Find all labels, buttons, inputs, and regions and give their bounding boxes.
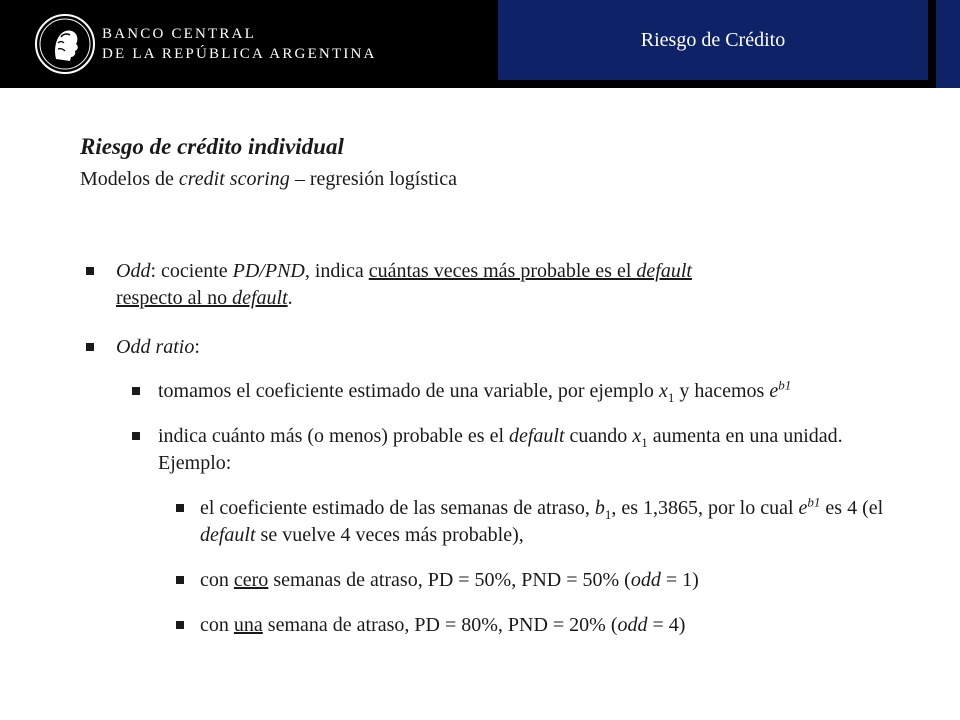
subtitle-emphasis: credit scoring: [178, 168, 290, 190]
bullet-odd-ratio: [80, 334, 910, 361]
bank-name-line2: DE LA REPÚBLICA ARGENTINA: [102, 46, 377, 62]
sub2-text-3: aumenta en una unidad. Ejemplo:: [158, 425, 843, 474]
sub1-e-superscript: b1: [778, 377, 792, 393]
sub1-text-2: y hacemos: [674, 380, 770, 402]
ex3-text-2: semana de atraso, PD = 80%, PND = 20% (: [262, 614, 618, 636]
slide-heading: [80, 132, 910, 192]
odd-default-2: default: [232, 287, 288, 309]
ex2-odd: odd: [630, 569, 661, 591]
subtitle-pre: Modelos de: [80, 168, 179, 190]
ex2-text-2: semanas de atraso, PD = 50%, PND = 50% (: [268, 569, 631, 591]
ex1-b: b: [594, 497, 605, 519]
sub2-text-1: indica cuánto más (o menos) probable es el: [158, 425, 509, 447]
bullet-square-icon: [176, 504, 184, 512]
bank-name: [102, 24, 377, 64]
ex3-odd: odd: [617, 614, 648, 636]
sub2-x: x: [632, 425, 642, 447]
bullet-square-icon: [86, 267, 94, 275]
header-title: Riesgo de Crédito: [640, 28, 786, 51]
ex1-text-3: es 4 (el: [820, 497, 884, 519]
sub1-x-subscript: 1: [667, 390, 675, 405]
bullet-sub-coefficient: [80, 378, 910, 405]
bullet-odd: [80, 258, 910, 312]
odd-text-2: indica: [309, 260, 369, 282]
bullet-example-one-week: [80, 612, 910, 639]
ex1-e-superscript: b1: [807, 494, 821, 510]
ex3-text-3: = 4): [647, 614, 686, 636]
bullet-list: [80, 258, 910, 639]
odd-ratio-end: :: [194, 336, 200, 358]
sub2-x-subscript: 1: [641, 435, 648, 450]
odd-default-1: default: [636, 260, 692, 282]
ex1-e: e: [798, 497, 808, 519]
sub2-default: default: [509, 425, 565, 447]
slide-title: Riesgo de crédito individual: [80, 134, 344, 159]
slide-subtitle: [80, 166, 910, 192]
ex1-text-2: , es 1,3865, por lo cual: [611, 497, 799, 519]
sub1-e: e: [769, 380, 779, 402]
bullet-square-icon: [176, 621, 184, 629]
ex1-default: default: [200, 524, 256, 546]
ex1-text-4: se vuelve 4 veces más probable),: [255, 524, 524, 546]
ex1-b-subscript: 1: [604, 507, 612, 522]
bullet-example-coefficient: [80, 495, 910, 549]
odd-term: Odd: [116, 260, 151, 282]
odd-ratio-term: Odd ratio: [116, 336, 195, 358]
bank-brand: [34, 12, 377, 76]
bullet-sub-indica: [80, 423, 910, 477]
ex3-underlined: una: [233, 614, 263, 636]
header-right-strip: [936, 0, 960, 88]
bullet-square-icon: [132, 432, 140, 440]
bullet-example-zero-weeks: [80, 567, 910, 594]
ex2-text-1: con: [200, 569, 234, 591]
ex2-underlined: cero: [233, 569, 269, 591]
bullet-square-icon: [86, 343, 94, 351]
bullet-square-icon: [132, 387, 140, 395]
header-title-panel: [498, 0, 928, 80]
odd-ratio-formula: PD/PND,: [232, 260, 310, 282]
odd-underlined-2: respecto al no: [116, 287, 233, 309]
ex1-text-1: el coeficiente estimado de las semanas de atraso,: [200, 497, 595, 519]
ex3-text-1: con: [200, 614, 234, 636]
sub1-x: x: [658, 380, 668, 402]
ex2-text-3: = 1): [660, 569, 699, 591]
header-bar: [0, 0, 960, 88]
odd-end: .: [287, 287, 293, 309]
bank-name-line1: BANCO CENTRAL: [102, 26, 257, 42]
odd-text-1: : cociente: [150, 260, 233, 282]
sub1-text-1: tomamos el coeficiente estimado de una variable, por ejemplo: [158, 380, 659, 402]
subtitle-post: – regresión logística: [289, 168, 457, 190]
sub2-text-2: cuando: [564, 425, 633, 447]
bullet-square-icon: [176, 576, 184, 584]
bank-logo-icon: [34, 13, 96, 75]
odd-underlined-1: cuántas veces más probable es el: [368, 260, 637, 282]
